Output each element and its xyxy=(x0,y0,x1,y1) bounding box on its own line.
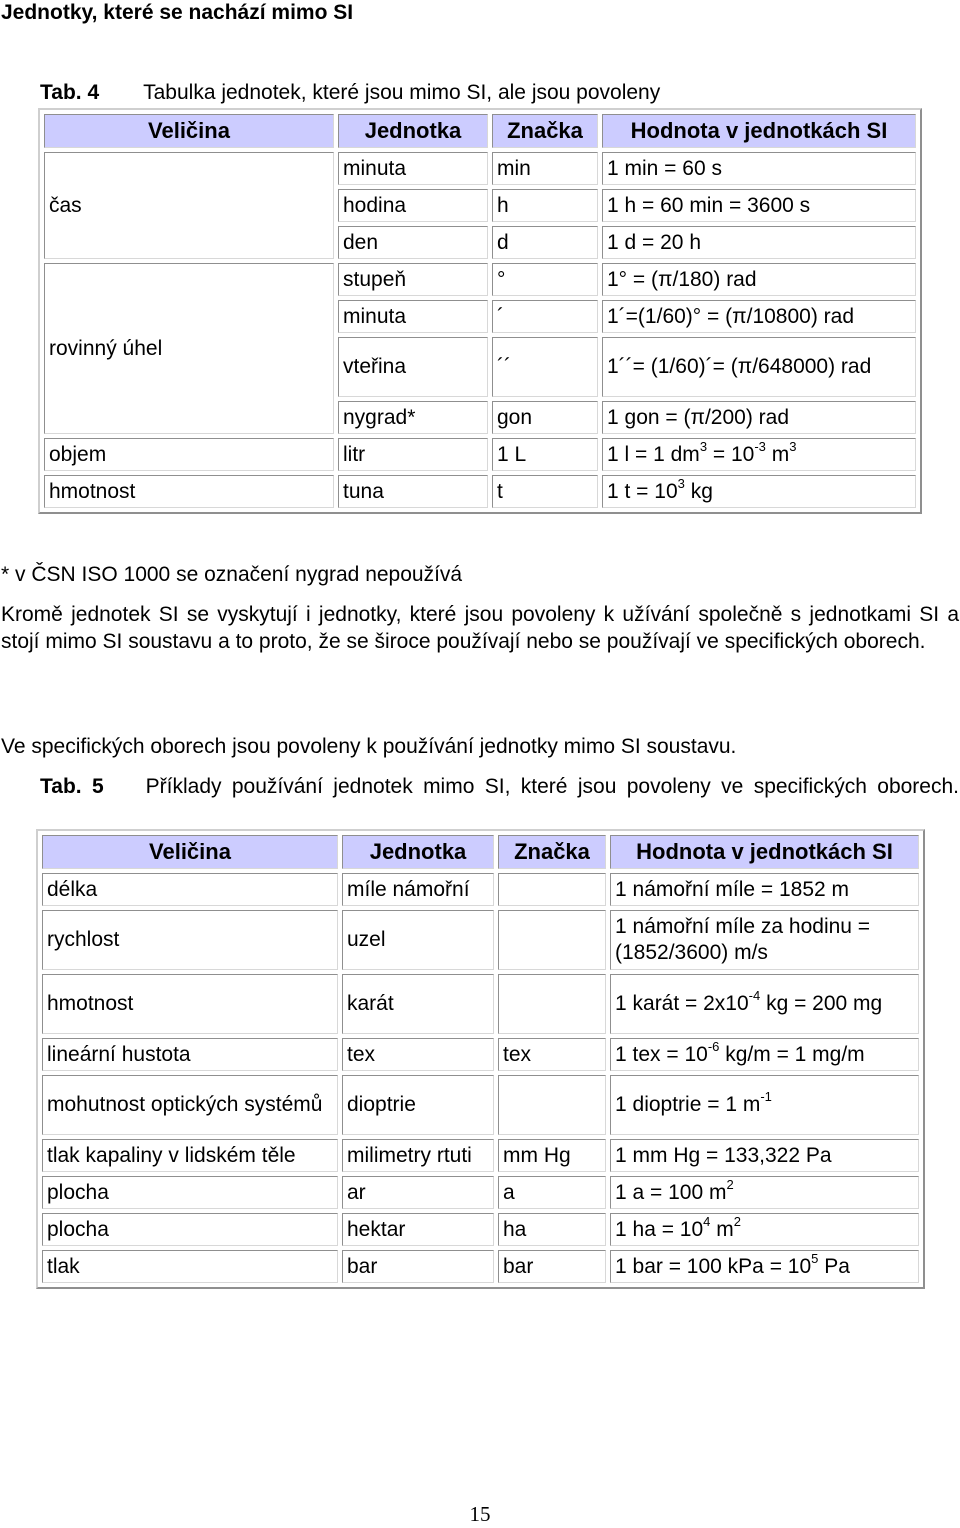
symbol-cell: d xyxy=(492,226,598,259)
table4-header-row xyxy=(44,114,916,148)
symbol-cell: a xyxy=(498,1176,606,1209)
si-value-cell: 1 d = 20 h xyxy=(602,226,916,259)
unit-cell: bar xyxy=(342,1250,494,1283)
quantity-cell: plocha xyxy=(42,1213,338,1246)
unit-cell: uzel xyxy=(342,910,494,970)
symbol-cell: min xyxy=(492,152,598,185)
table-row xyxy=(42,1250,919,1283)
paragraph-2: Ve specifických oborech jsou povoleny k používání jednotky mimo SI soustavu. xyxy=(1,735,737,758)
table-row xyxy=(42,1213,919,1246)
col-header-si-value: Hodnota v jednotkách SI xyxy=(602,114,916,148)
si-value-cell: 1 karát = $2x10^{-4}$ kg = 200 mg xyxy=(610,974,919,1034)
si-value-cell: 1 a = 100 $m^2$ xyxy=(610,1176,919,1209)
table5-caption xyxy=(40,773,959,800)
quantity-cell: objem xyxy=(44,438,334,471)
quantity-cell: rychlost xyxy=(42,910,338,970)
symbol-cell: ha xyxy=(498,1213,606,1246)
symbol-cell: 1 L xyxy=(492,438,598,471)
col-header-quantity: Veličina xyxy=(42,835,338,869)
si-value-cell: 1 h = 60 min = 3600 s xyxy=(602,189,916,222)
unit-cell: dioptrie xyxy=(342,1075,494,1135)
symbol-cell: ´´ xyxy=(492,337,598,397)
si-value-cell: 1 $t = 10^3$ kg xyxy=(602,475,916,508)
table5-label: Tab. 5 xyxy=(40,775,104,798)
unit-cell: milimetry rtuti xyxy=(342,1139,494,1172)
si-value-cell: 1 gon = (π/200) rad xyxy=(602,401,916,434)
symbol-cell: t xyxy=(492,475,598,508)
table-row xyxy=(42,1075,919,1135)
col-header-symbol: Značka xyxy=(498,835,606,869)
unit-cell: den xyxy=(338,226,488,259)
table5-header-row xyxy=(42,835,919,869)
quantity-cell: mohutnost optických systémů xyxy=(42,1075,338,1135)
si-value-cell: 1 dioptrie = 1 $m^{-1}$ xyxy=(610,1075,919,1135)
unit-cell: tex xyxy=(342,1038,494,1071)
unit-cell: minuta xyxy=(338,300,488,333)
si-value-cell: 1 námořní míle za hodinu = (1852/3600) m/s xyxy=(610,910,919,970)
unit-cell: vteřina xyxy=(338,337,488,397)
unit-cell: hektar xyxy=(342,1213,494,1246)
unit-cell: ar xyxy=(342,1176,494,1209)
unit-cell: tuna xyxy=(338,475,488,508)
col-header-unit: Jednotka xyxy=(338,114,488,148)
col-header-quantity: Veličina xyxy=(44,114,334,148)
table4-caption xyxy=(40,80,660,106)
unit-cell: karát xyxy=(342,974,494,1034)
symbol-cell xyxy=(498,873,606,906)
unit-cell: minuta xyxy=(338,152,488,185)
si-value-cell: 1 mm Hg = 133,322 Pa xyxy=(610,1139,919,1172)
quantity-cell: plocha xyxy=(42,1176,338,1209)
page-number: 15 xyxy=(469,1502,491,1526)
unit-cell: nygrad* xyxy=(338,401,488,434)
table-row xyxy=(44,152,916,185)
symbol-cell: mm Hg xyxy=(498,1139,606,1172)
symbol-cell: tex xyxy=(498,1038,606,1071)
quantity-cell: tlak xyxy=(42,1250,338,1283)
table-row xyxy=(42,1176,919,1209)
quantity-cell: hmotnost xyxy=(44,475,334,508)
page-heading: Jednotky, které se nachází mimo SI xyxy=(1,1,354,24)
symbol-cell: ° xyxy=(492,263,598,296)
paragraph-1: Kromě jednotek SI se vyskytují i jednotky, které jsou povoleny k užívání společně s jednotkami SI a stojí mimo SI soustavu a to proto, že se široce používají nebo se používají ve specifických oborech. xyxy=(1,603,959,653)
si-value-cell: 1´´= (1/60)´= (π/648000) rad xyxy=(602,337,916,397)
quantity-cell: čas xyxy=(44,152,334,259)
table-row xyxy=(44,263,916,296)
symbol-cell: h xyxy=(492,189,598,222)
table-row xyxy=(44,475,916,508)
table5-caption-text: Příklady používání jednotek mimo SI, které jsou povoleny ve specifických oborech. xyxy=(145,775,959,798)
symbol-cell xyxy=(498,1075,606,1135)
footnote: * v ČSN ISO 1000 se označení nygrad nepoužívá xyxy=(1,563,463,586)
table-row xyxy=(42,1139,919,1172)
symbol-cell: bar xyxy=(498,1250,606,1283)
unit-cell: litr xyxy=(338,438,488,471)
si-value-cell: 1 l = 1 $dm^3 = 10^{-3}$ $m^3$ xyxy=(602,438,916,471)
table-row xyxy=(42,1038,919,1071)
quantity-cell: rovinný úhel xyxy=(44,263,334,434)
col-header-si-value: Hodnota v jednotkách SI xyxy=(610,835,919,869)
si-value-cell: 1 námořní míle = 1852 m xyxy=(610,873,919,906)
table-row xyxy=(42,910,919,970)
unit-cell: hodina xyxy=(338,189,488,222)
table4 xyxy=(38,108,922,514)
si-value-cell: 1 min = 60 s xyxy=(602,152,916,185)
table4-label: Tab. 4 xyxy=(40,81,100,104)
quantity-cell: hmotnost xyxy=(42,974,338,1034)
si-value-cell: 1 ha = $10^4$ $m^2$ xyxy=(610,1213,919,1246)
symbol-cell: gon xyxy=(492,401,598,434)
table-row xyxy=(42,873,919,906)
table-row xyxy=(44,438,916,471)
unit-cell: míle námořní xyxy=(342,873,494,906)
table5 xyxy=(36,829,925,1289)
table4-caption-text: Tabulka jednotek, které jsou mimo SI, ale jsou povoleny xyxy=(143,81,661,104)
unit-cell: stupeň xyxy=(338,263,488,296)
si-value-cell: 1 bar = 100 kPa = $10^5$ Pa xyxy=(610,1250,919,1283)
quantity-cell: délka xyxy=(42,873,338,906)
symbol-cell: ´ xyxy=(492,300,598,333)
col-header-unit: Jednotka xyxy=(342,835,494,869)
quantity-cell: lineární hustota xyxy=(42,1038,338,1071)
col-header-symbol: Značka xyxy=(492,114,598,148)
si-value-cell: 1 tex = $10^{-6}$ kg/m = 1 mg/m xyxy=(610,1038,919,1071)
symbol-cell xyxy=(498,974,606,1034)
si-value-cell: 1´=(1/60)° = (π/10800) rad xyxy=(602,300,916,333)
quantity-cell: tlak kapaliny v lidském těle xyxy=(42,1139,338,1172)
symbol-cell xyxy=(498,910,606,970)
table-row xyxy=(42,974,919,1034)
si-value-cell: 1° = (π/180) rad xyxy=(602,263,916,296)
